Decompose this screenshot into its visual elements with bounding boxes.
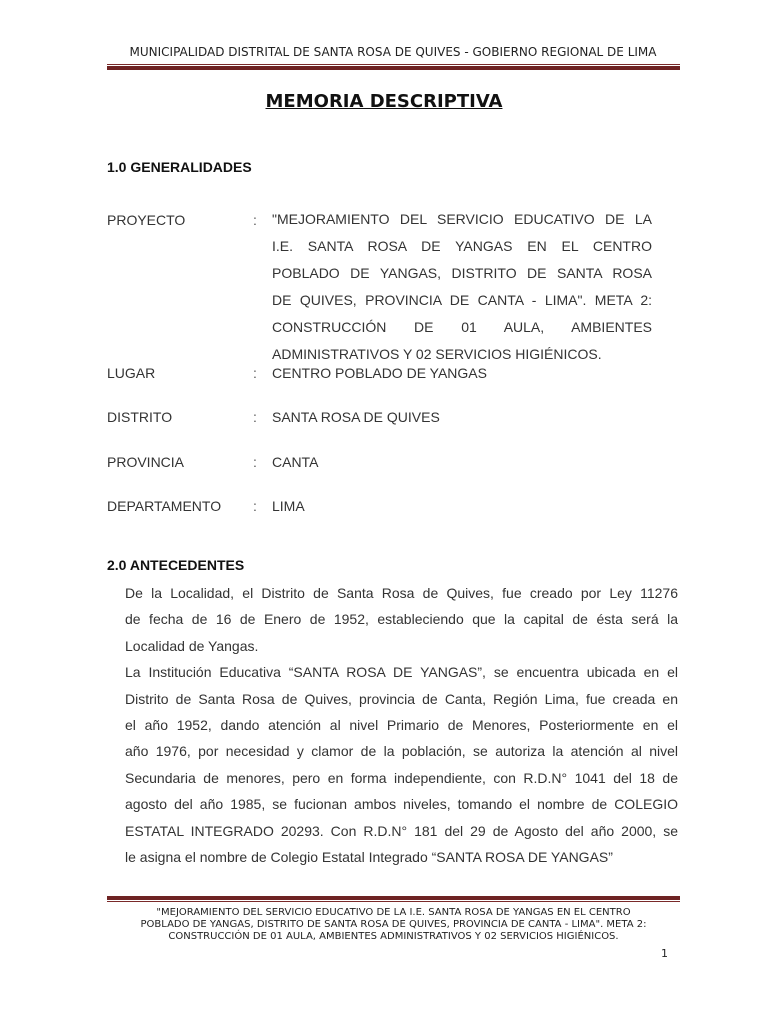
paragraph-line: Secundaria de menores, pero en forma independiente, con R.D.N° 1041 del 18 de: [125, 769, 678, 786]
field-colon: :: [253, 498, 257, 514]
field-colon: :: [253, 409, 257, 425]
field-colon: :: [253, 454, 257, 470]
field-value-departamento: LIMA: [272, 498, 305, 514]
paragraph-line: La Institución Educativa “SANTA ROSA DE YANGAS”, se encuentra ubicada en el: [125, 664, 678, 681]
paragraph-line: el año 1952, dando atención al nivel Primario de Menores, Posteriormente en el: [125, 716, 678, 733]
value-line: ADMINISTRATIVOS Y 02 SERVICIOS HIGIÉNICOS.: [272, 346, 602, 362]
field-value-provincia: CANTA: [272, 454, 319, 470]
field-colon: :: [253, 212, 257, 228]
field-label-lugar: LUGAR: [107, 365, 156, 381]
value-line: "MEJORAMIENTO DEL SERVICIO EDUCATIVO DE LA: [272, 211, 652, 227]
paragraph-line: año 1976, por necesidad y clamor de la población, se autoriza la atención al nivel: [125, 743, 678, 760]
value-line: I.E. SANTA ROSA DE YANGAS EN EL CENTRO: [272, 238, 652, 254]
section-heading-generalidades: 1.0 GENERALIDADES: [107, 159, 252, 175]
footer-line: CONSTRUCCIÓN DE 01 AULA, AMBIENTES ADMINISTRATIVOS Y 02 SERVICIOS HIGIÉNICOS.: [168, 931, 619, 942]
footer-rule: [107, 896, 680, 902]
paragraph-line: De la Localidad, el Distrito de Santa Rosa de Quives, fue creado por Ley 11276: [125, 585, 678, 601]
field-label-distrito: DISTRITO: [107, 409, 173, 425]
page-footer-text: [107, 907, 680, 943]
section-heading-antecedentes: 2.0 ANTECEDENTES: [107, 557, 245, 573]
paragraph-line: le asigna el nombre de Colegio Estatal Integrado “SANTA ROSA DE YANGAS”: [125, 848, 613, 865]
field-value-distrito: SANTA ROSA DE QUIVES: [272, 409, 440, 425]
document-title: MEMORIA DESCRIPTIVA: [265, 91, 503, 112]
antecedentes-paragraph: [125, 580, 678, 870]
field-value-proyecto: [272, 206, 652, 368]
value-line: CONSTRUCCIÓN DE 01 AULA, AMBIENTES: [272, 319, 652, 335]
paragraph-line: ESTATAL INTEGRADO 20293. Con R.D.N° 181 del 29 de Agosto del año 2000, se: [125, 822, 678, 839]
field-value-lugar: CENTRO POBLADO DE YANGAS: [272, 365, 487, 381]
page-number: 1: [661, 947, 668, 960]
value-line: POBLADO DE YANGAS, DISTRITO DE SANTA ROSA: [272, 265, 652, 281]
paragraph-line: Distrito de Santa Rosa de Quives, provincia de Canta, Región Lima, fue creada en: [125, 690, 678, 707]
value-line: DE QUIVES, PROVINCIA DE CANTA - LIMA". META 2:: [272, 292, 652, 308]
paragraph-line: agosto del año 1985, se fucionan ambos niveles, tomando el nombre de COLEGIO: [125, 796, 678, 813]
paragraph-line: de fecha de 16 de Enero de 1952, estableciendo que la capital de ésta será la: [125, 611, 678, 628]
footer-line: "MEJORAMIENTO DEL SERVICIO EDUCATIVO DE LA I.E. SANTA ROSA DE YANGAS EN EL CENTRO: [156, 907, 631, 918]
footer-line: POBLADO DE YANGAS, DISTRITO DE SANTA ROSA DE QUIVES, PROVINCIA DE CANTA - LIMA". META 2:: [140, 919, 647, 930]
field-label-proyecto: PROYECTO: [107, 212, 186, 228]
page-header-text: MUNICIPALIDAD DISTRITAL DE SANTA ROSA DE QUIVES - GOBIERNO REGIONAL DE LIMA: [129, 45, 657, 59]
field-colon: :: [253, 365, 257, 381]
header-rule: [107, 64, 680, 70]
field-label-provincia: PROVINCIA: [107, 454, 185, 470]
paragraph-line: Localidad de Yangas.: [125, 637, 259, 654]
field-label-departamento: DEPARTAMENTO: [107, 498, 222, 514]
